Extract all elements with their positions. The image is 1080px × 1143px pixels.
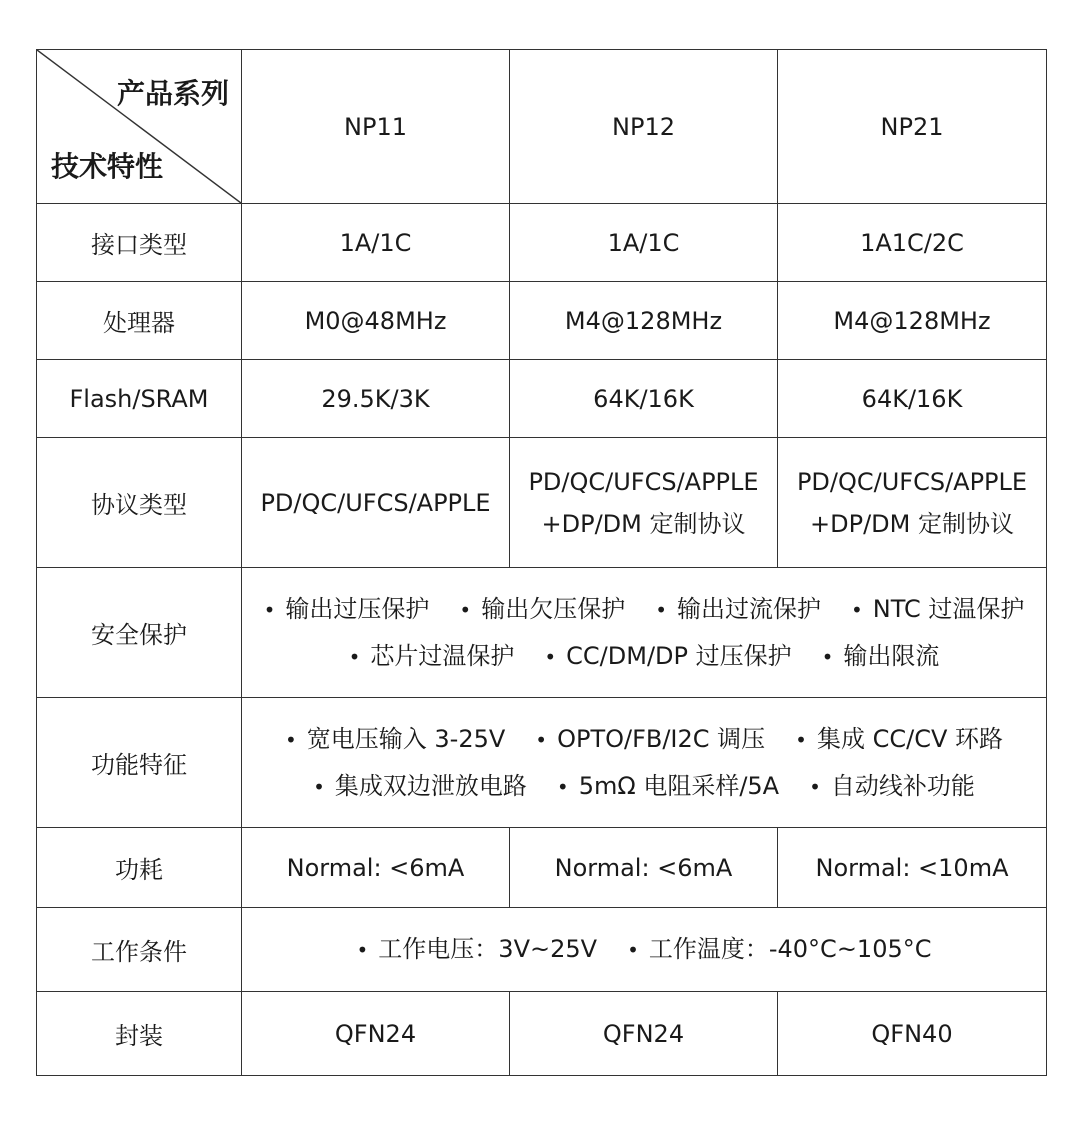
protocol-line: +DP/DM 定制协议 [541, 509, 746, 538]
bullet-item: • 输出限流 [822, 633, 940, 680]
table-cell [778, 438, 1047, 568]
row-label: 工作条件 [37, 908, 242, 992]
table-cell: PD/QC/UFCS/APPLE [242, 438, 510, 568]
bullet-item: • 宽电压输入 3-25V [285, 716, 505, 763]
bullet-line [242, 716, 1046, 763]
protocol-line: PD/QC/UFCS/APPLE [528, 467, 759, 496]
corner-bottom-label: 技术特性 [51, 150, 164, 183]
row-label: 功耗 [37, 828, 242, 908]
product-header-np12: NP12 [510, 50, 778, 204]
bullet-item: • 自动线补功能 [809, 763, 975, 810]
row-label: 功能特征 [37, 698, 242, 828]
table-row-memory [37, 360, 1047, 438]
bullet-item: • OPTO/FB/I2C 调压 [535, 716, 765, 763]
table-cell: 29.5K/3K [242, 360, 510, 438]
bullet-item: • CC/DM/DP 过压保护 [544, 633, 791, 680]
table-row-features [37, 698, 1047, 828]
feature-bullets [242, 698, 1047, 828]
row-label: 封装 [37, 992, 242, 1076]
table-row-interface [37, 204, 1047, 282]
row-label: 协议类型 [37, 438, 242, 568]
table-cell: 1A/1C [510, 204, 778, 282]
product-header-np11: NP11 [242, 50, 510, 204]
protocol-line: PD/QC/UFCS/APPLE [796, 467, 1028, 496]
table-cell: M4@128MHz [778, 282, 1047, 360]
table-row-conditions [37, 908, 1047, 992]
table-cell: 1A1C/2C [778, 204, 1047, 282]
corner-top-label: 产品系列 [116, 77, 229, 110]
table-cell: Normal: <6mA [510, 828, 778, 908]
table-cell: QFN24 [242, 992, 510, 1076]
table-row-power [37, 828, 1047, 908]
row-label: 处理器 [37, 282, 242, 360]
bullet-item: • NTC 过温保护 [851, 586, 1024, 633]
row-label: Flash/SRAM [37, 360, 242, 438]
table-cell: M0@48MHz [242, 282, 510, 360]
bullet-item: • 工作电压：3V~25V [357, 926, 598, 973]
table-row-package [37, 992, 1047, 1076]
table-cell: Normal: <6mA [242, 828, 510, 908]
table-cell: 1A/1C [242, 204, 510, 282]
safety-bullets [242, 568, 1047, 698]
bullet-item: • 集成 CC/CV 环路 [795, 716, 1003, 763]
table-row-protocol [37, 438, 1047, 568]
row-label: 接口类型 [37, 204, 242, 282]
bullet-item: • 输出过压保护 [264, 586, 430, 633]
bullet-line [242, 926, 1046, 973]
bullet-line [242, 586, 1046, 633]
bullet-item: • 集成双边泄放电路 [313, 763, 527, 810]
spec-table [36, 49, 1047, 1076]
table-cell: QFN24 [510, 992, 778, 1076]
protocol-line: +DP/DM 定制协议 [810, 509, 1014, 538]
table-cell: Normal: <10mA [778, 828, 1047, 908]
table-cell: M4@128MHz [510, 282, 778, 360]
row-label: 安全保护 [37, 568, 242, 698]
header-row [37, 50, 1047, 204]
product-header-np21: NP21 [778, 50, 1047, 204]
table-cell [510, 438, 778, 568]
bullet-item: • 芯片过温保护 [349, 633, 515, 680]
table-cell: QFN40 [778, 992, 1047, 1076]
table-cell: 64K/16K [510, 360, 778, 438]
corner-cell [37, 50, 242, 204]
bullet-line [242, 633, 1046, 680]
bullet-item: • 输出欠压保护 [459, 586, 625, 633]
table-row-safety [37, 568, 1047, 698]
condition-bullets [242, 908, 1047, 992]
bullet-item: • 输出过流保护 [655, 586, 821, 633]
bullet-line [242, 763, 1046, 810]
table-cell: 64K/16K [778, 360, 1047, 438]
bullet-item: • 5mΩ 电阻采样/5A [557, 763, 779, 810]
bullet-item: • 工作温度：-40°C~105°C [627, 926, 931, 973]
table-row-processor [37, 282, 1047, 360]
